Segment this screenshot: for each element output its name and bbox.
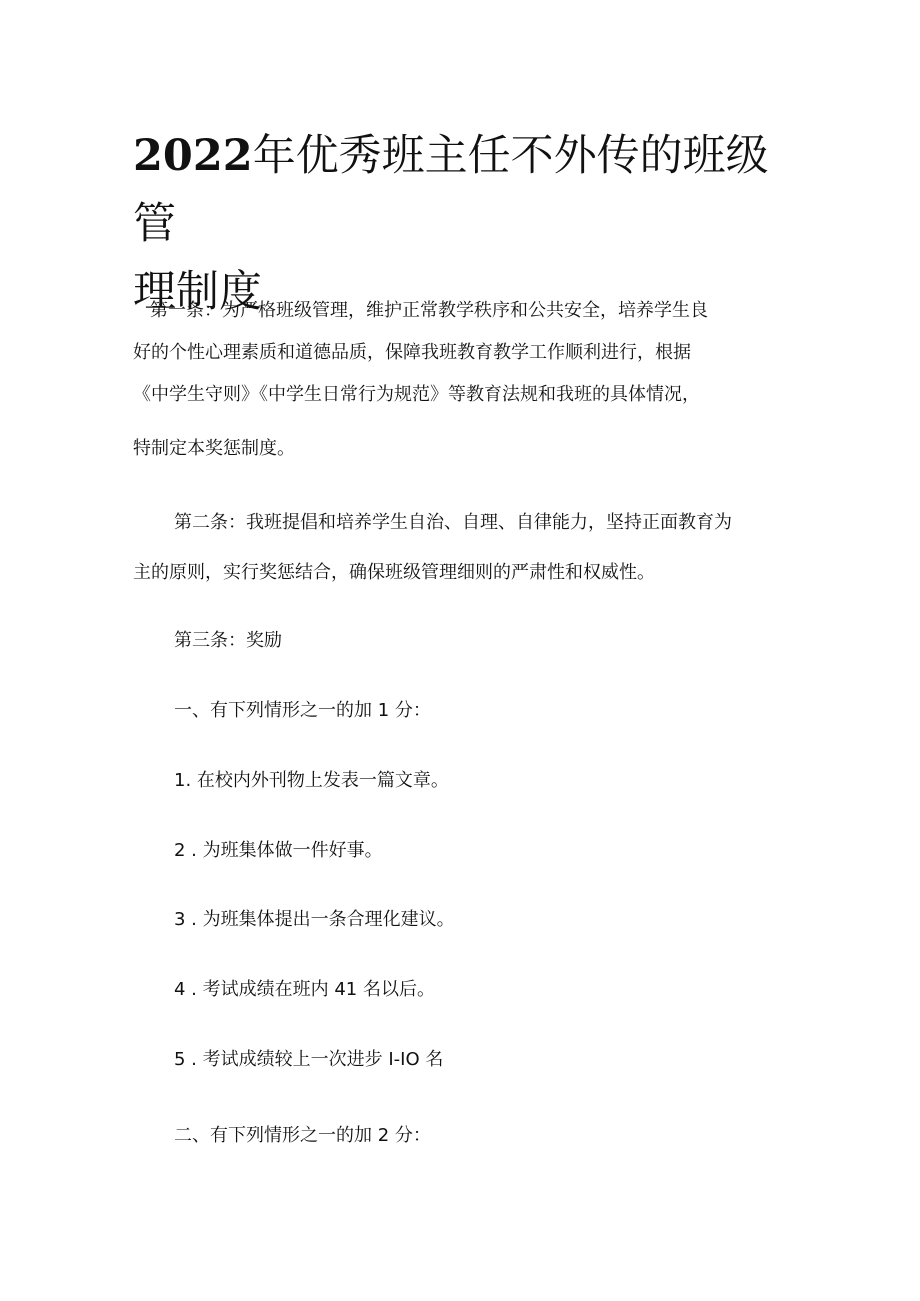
article-1-line-4: 特制定本奖惩制度。 <box>133 438 295 459</box>
title-line-2: 理制度 <box>133 267 262 317</box>
article-1-line-2: 好的个性心理素质和道德品质，保障我班教育教学工作顺利进行，根据 <box>133 342 691 363</box>
title-line-1-text: 年优秀班主任不外传的班级管 <box>133 131 769 249</box>
section-2-heading: 二、有下列情形之一的加 2 分： <box>174 1125 431 1146</box>
list-item-1: 1. 在校内外刊物上发表一篇文章。 <box>174 770 449 791</box>
list-item-3: 3 . 为班集体提出一条合理化建议。 <box>174 909 455 930</box>
article-1-line-1: 第一条：为严格班级管理，维护正常教学秩序和公共安全，培养学生良 <box>150 300 708 321</box>
list-item-4: 4 . 考试成绩在班内 41 名以后。 <box>174 979 435 1000</box>
title-line-1 <box>133 122 793 258</box>
title-year: 2022 <box>133 131 253 181</box>
section-1-heading: 一、有下列情形之一的加 1 分： <box>174 700 431 721</box>
list-item-5: 5 . 考试成绩较上一次进步 I-IO 名 <box>174 1049 444 1070</box>
article-3-heading: 第三条：奖励 <box>174 630 282 651</box>
article-1-line-3: 《中学生守则》《中学生日常行为规范》等教育法规和我班的具体情况， <box>133 384 700 405</box>
article-2-line-1: 第二条：我班提倡和培养学生自治、自理、自律能力，坚持正面教育为 <box>174 512 732 533</box>
list-item-2: 2 . 为班集体做一件好事。 <box>174 840 383 861</box>
article-2-line-2: 主的原则，实行奖惩结合，确保班级管理细则的严肃性和权威性。 <box>133 562 655 583</box>
